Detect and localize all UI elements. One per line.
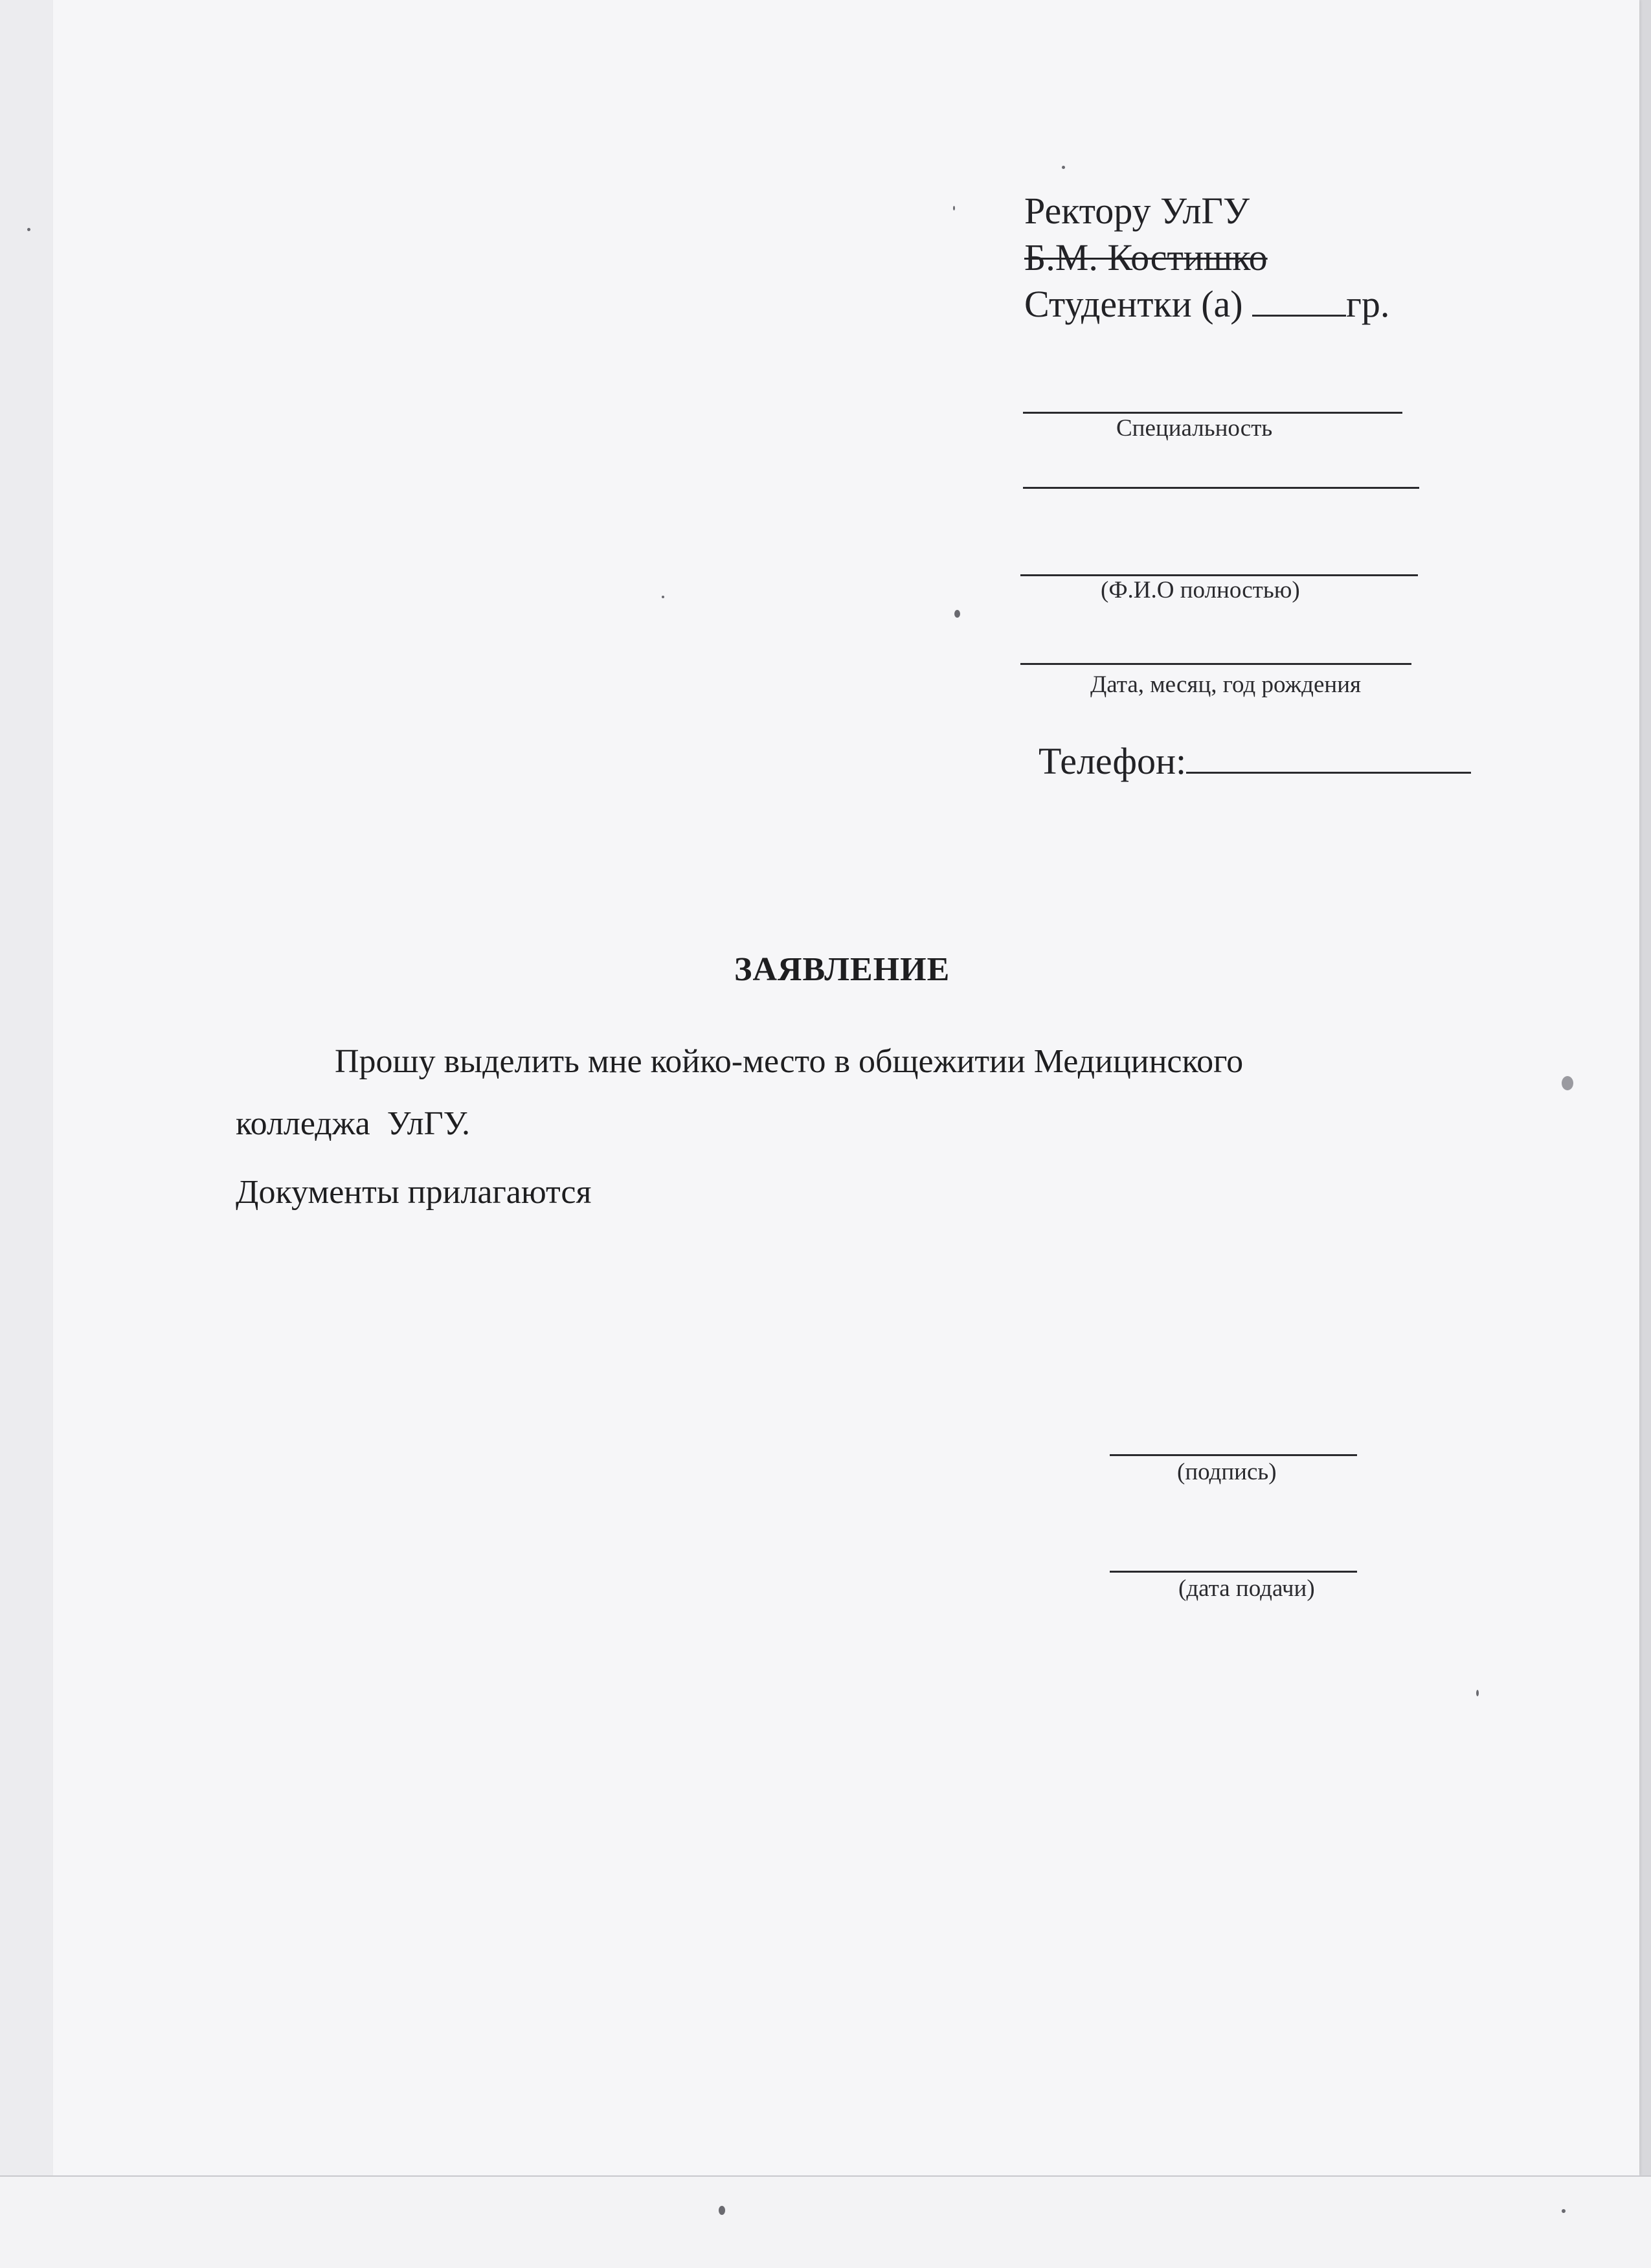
group-suffix: гр.: [1346, 283, 1390, 325]
phone-line: [1039, 738, 1471, 785]
scan-speck: [1476, 1690, 1479, 1696]
submission-date-field[interactable]: [1110, 1571, 1357, 1573]
scan-speck: [954, 610, 960, 618]
specialty-field-line2[interactable]: [1023, 487, 1419, 489]
group-number-field[interactable]: [1252, 315, 1346, 317]
student-label: Студентки (а): [1024, 283, 1243, 325]
phone-label: Телефон:: [1039, 740, 1187, 782]
phone-field[interactable]: [1186, 772, 1471, 774]
scan-speck: [27, 228, 30, 231]
submission-date-caption: (дата подачи): [1178, 1575, 1315, 1602]
scan-bottom-margin: [0, 2175, 1651, 2268]
fio-caption: (Ф.И.О полностью): [1101, 577, 1300, 603]
scan-speck: [662, 596, 664, 598]
scan-speck: [953, 206, 955, 210]
attachments-note: Документы прилагаются: [236, 1174, 592, 1211]
scan-speck: [719, 2206, 725, 2215]
specialty-field[interactable]: [1023, 412, 1402, 414]
request-text-line1: Прошу выделить мне койко-место в общежитии Медицинского: [335, 1043, 1244, 1080]
scan-speck: [1562, 2209, 1566, 2213]
request-text-line2: колледжа УлГУ.: [236, 1105, 470, 1142]
scan-margin: [0, 0, 53, 2175]
document-title: ЗАЯВЛЕНИЕ: [734, 951, 950, 988]
document-page: [53, 0, 1639, 2175]
student-group-line: [1024, 281, 1389, 328]
addressee-name: Б.М. Костишко: [1024, 236, 1268, 278]
specialty-caption: Специальность: [1116, 415, 1273, 442]
birth-date-field[interactable]: [1020, 663, 1411, 665]
signature-caption: (подпись): [1177, 1459, 1277, 1485]
scan-speck: [1562, 1076, 1573, 1090]
scan-speck: [1062, 166, 1065, 169]
signature-field[interactable]: [1110, 1454, 1357, 1456]
birth-date-caption: Дата, месяц, год рождения: [1090, 671, 1362, 698]
addressee-rector: Ректору УлГУ: [1024, 190, 1250, 232]
